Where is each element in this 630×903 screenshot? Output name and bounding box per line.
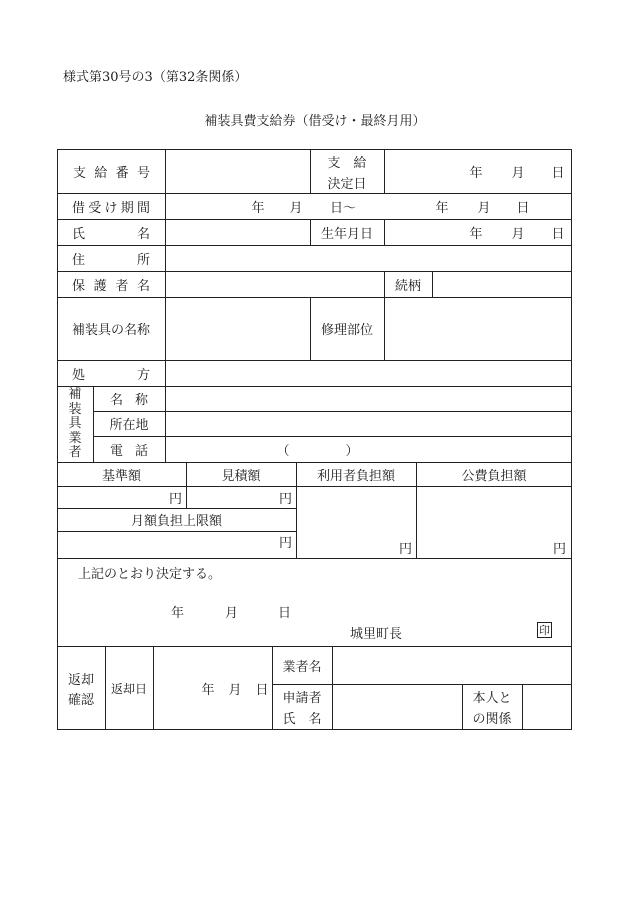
relation-label: 続柄 [394,278,421,294]
estimate-amount-header: 見積額 [221,468,261,484]
user-burden-header: 利用者負担額 [316,468,395,484]
decision-date-label-1: 支 給 [327,155,367,171]
issue-year: 年 [171,606,185,621]
vendor-name-label: 名 称 [110,393,148,408]
vendor-name-confirm-label: 業者名 [282,659,322,675]
return-date-label: 返却日 [110,681,147,696]
guardian-label: 保 護 者 名 [72,278,150,294]
form-number: 様式第30号の3（第32条関係） [63,70,248,85]
address-label: 住 所 [72,252,150,268]
monthly-cap-yen: 円 [278,535,292,551]
monthly-cap-label: 月額負担上限額 [130,514,222,529]
birth-year: 年 [469,226,483,242]
birth-month: 月 [511,226,525,242]
phone-close-paren: ） [345,443,359,459]
mayor-title: 城里町長 [350,627,403,642]
decision-month: 月 [511,165,525,181]
seal-mark: 印 [539,623,550,637]
user-burden-yen: 円 [398,541,412,557]
rental-end-month: 月 [477,200,491,216]
public-burden-yen: 円 [552,541,566,557]
return-year: 年 [201,682,215,698]
decision-day: 日 [551,165,565,181]
rental-end-year: 年 [435,200,449,216]
rental-period-label: 借 受 け 期 間 [72,200,150,216]
decision-year: 年 [469,165,483,181]
relation-to-person-label-2: の関係 [472,711,512,727]
device-name-label: 補装具の名称 [71,323,150,338]
estimate-amount-yen: 円 [278,491,292,507]
payment-number-label: 支 給 番 号 [73,165,150,181]
relation-to-person-label-1: 本人と [472,690,512,706]
return-month: 月 [228,682,242,698]
vendor-side-label: 補 装 具 業 者 [68,387,82,460]
rental-range-separator: 日～ [330,200,357,216]
rental-end-day: 日 [516,200,530,216]
return-confirm-label-1: 返却 [67,672,94,688]
phone-open-paren: （ [276,443,290,459]
rental-start-year: 年 [251,200,265,216]
prescription-label: 処 方 [72,367,150,383]
decision-statement: 上記のとおり決定する。 [78,567,222,582]
standard-amount-header: 基準額 [101,468,141,484]
page-title: 補装具費支給券（借受け・最終月用） [204,114,426,129]
public-burden-header: 公費負担額 [461,468,527,484]
return-day: 日 [255,682,269,698]
applicant-label-2: 氏 名 [282,711,322,727]
birth-date-label: 生年月日 [320,226,373,242]
return-confirm-label-2: 確認 [67,692,94,708]
issue-month: 月 [225,606,239,621]
vendor-phone-label: 電 話 [110,443,148,459]
applicant-label-1: 申請者 [282,690,322,706]
vendor-location-label: 所在地 [109,418,149,433]
standard-amount-yen: 円 [168,491,182,507]
issue-day: 日 [278,606,292,621]
name-label: 氏 名 [72,226,150,242]
repair-part-label: 修理部位 [320,323,373,338]
decision-date-label-2: 決定日 [327,176,367,192]
rental-start-month: 月 [289,200,303,216]
birth-day: 日 [551,226,565,242]
